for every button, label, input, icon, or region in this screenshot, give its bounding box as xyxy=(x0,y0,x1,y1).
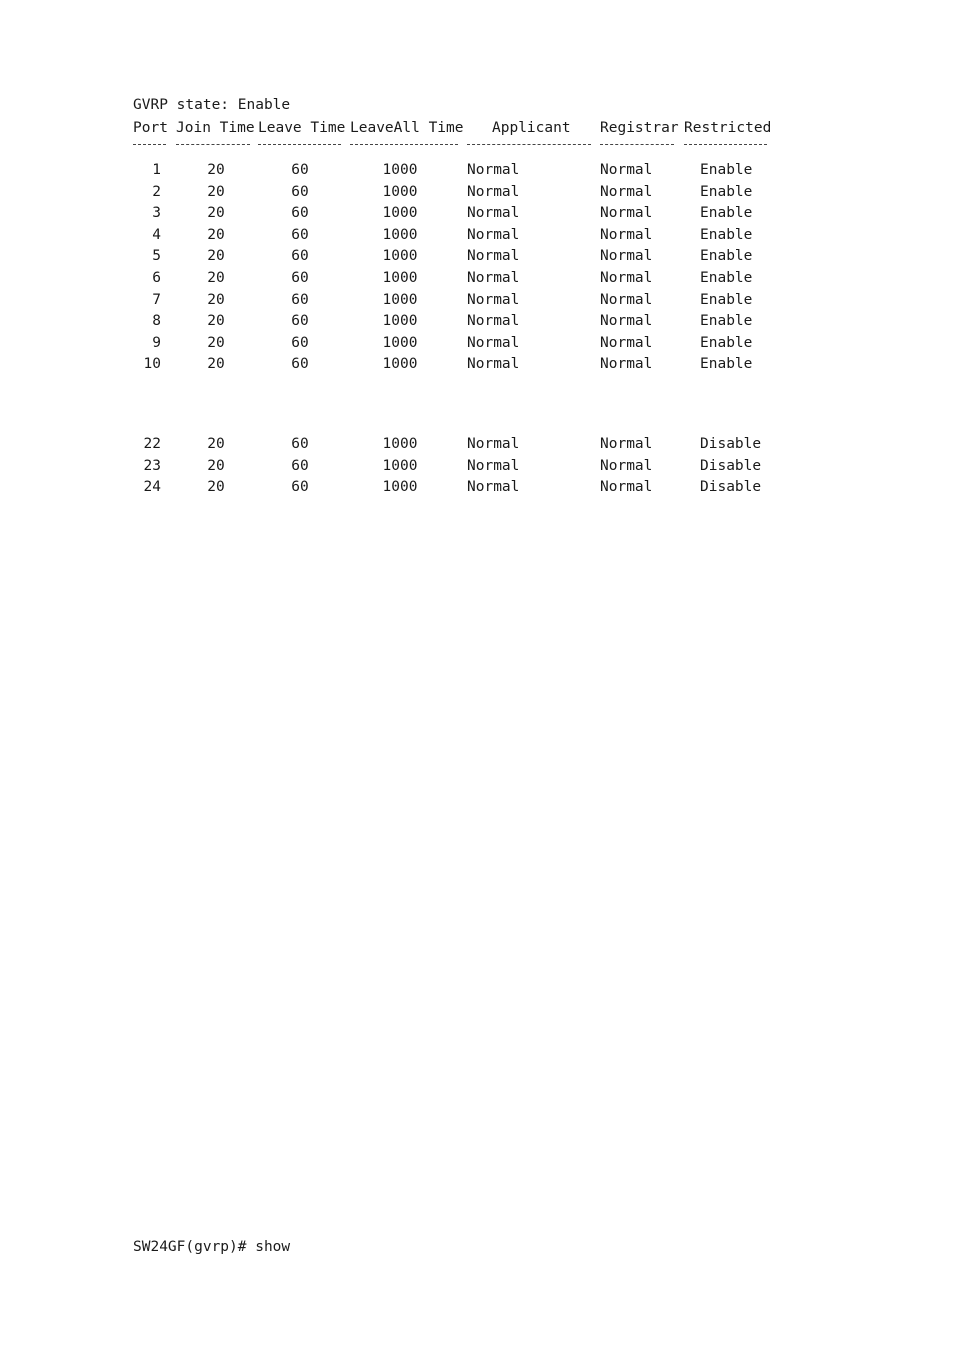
cell-port: 4 xyxy=(152,226,161,243)
cell-leave-time: 60 xyxy=(291,226,309,243)
cell-applicant: Normal xyxy=(467,248,520,265)
cell-leaveall-time: 1000 xyxy=(382,183,418,200)
cell-registrar: Normal xyxy=(600,248,653,265)
cell-registrar: Normal xyxy=(600,162,653,178)
cell-leaveall-time: 1000 xyxy=(382,205,418,222)
cell-leaveall-time: 1000 xyxy=(382,291,418,308)
table-row xyxy=(0,435,954,453)
header-leaveall-time: LeaveAll Time xyxy=(350,120,464,136)
cell-leaveall-time: 1000 xyxy=(382,270,418,286)
cell-applicant: Normal xyxy=(467,226,520,243)
cell-port: 9 xyxy=(152,334,161,351)
cell-restricted: Disable xyxy=(700,479,762,496)
cell-port: 8 xyxy=(152,313,161,330)
cell-applicant: Normal xyxy=(467,479,520,496)
cell-leave-time: 60 xyxy=(291,162,309,178)
cell-leave-time: 60 xyxy=(291,270,309,286)
table-row xyxy=(0,226,954,244)
cell-applicant: Normal xyxy=(467,313,520,330)
cell-restricted: Enable xyxy=(700,291,753,308)
header-leave-time: Leave Time xyxy=(258,120,346,136)
cell-port: 7 xyxy=(152,291,161,308)
cell-applicant: Normal xyxy=(467,270,520,286)
cell-port: 1 xyxy=(152,162,161,178)
cell-port: 3 xyxy=(152,205,161,222)
cell-registrar: Normal xyxy=(600,334,653,351)
cli-prompt: SW24GF(gvrp)# show xyxy=(133,1239,291,1255)
table-row xyxy=(0,457,954,475)
cell-registrar: Normal xyxy=(600,436,653,452)
cell-leave-time: 60 xyxy=(291,479,309,496)
cell-join-time: 20 xyxy=(207,334,225,351)
cell-leave-time: 60 xyxy=(291,436,309,452)
cell-applicant: Normal xyxy=(467,356,520,373)
cell-leaveall-time: 1000 xyxy=(382,356,418,373)
cell-registrar: Normal xyxy=(600,356,653,373)
table-row xyxy=(0,204,954,222)
cell-leave-time: 60 xyxy=(291,334,309,351)
table-row xyxy=(0,355,954,373)
separator-leave xyxy=(258,144,341,146)
table-row xyxy=(0,247,954,265)
cell-registrar: Normal xyxy=(600,479,653,496)
table-row xyxy=(0,291,954,309)
cell-port: 23 xyxy=(143,457,161,474)
header-registrar: Registrar xyxy=(600,120,679,136)
cell-restricted: Enable xyxy=(700,270,753,286)
cell-join-time: 20 xyxy=(207,270,225,286)
cell-join-time: 20 xyxy=(207,457,225,474)
cell-join-time: 20 xyxy=(207,436,225,452)
cell-join-time: 20 xyxy=(207,313,225,330)
cell-applicant: Normal xyxy=(467,162,520,178)
cell-restricted: Enable xyxy=(700,334,753,351)
cell-restricted: Enable xyxy=(700,356,753,373)
separator-restricted xyxy=(684,144,767,146)
table-row xyxy=(0,312,954,330)
cell-restricted: Enable xyxy=(700,205,753,222)
cell-registrar: Normal xyxy=(600,226,653,243)
cell-applicant: Normal xyxy=(467,457,520,474)
cell-restricted: Enable xyxy=(700,313,753,330)
cell-applicant: Normal xyxy=(467,291,520,308)
cell-port: 6 xyxy=(152,270,161,286)
cell-restricted: Disable xyxy=(700,436,762,452)
cell-leave-time: 60 xyxy=(291,313,309,330)
cell-port: 10 xyxy=(143,356,161,373)
cell-join-time: 20 xyxy=(207,226,225,243)
separator-join xyxy=(176,144,250,146)
cell-restricted: Enable xyxy=(700,226,753,243)
cell-leave-time: 60 xyxy=(291,291,309,308)
cell-leaveall-time: 1000 xyxy=(382,162,418,178)
cell-registrar: Normal xyxy=(600,270,653,286)
cell-leave-time: 60 xyxy=(291,183,309,200)
cell-port: 2 xyxy=(152,183,161,200)
table-row xyxy=(0,183,954,201)
cell-applicant: Normal xyxy=(467,436,520,452)
cell-restricted: Disable xyxy=(700,457,762,474)
cell-join-time: 20 xyxy=(207,248,225,265)
cell-join-time: 20 xyxy=(207,205,225,222)
cell-leaveall-time: 1000 xyxy=(382,248,418,265)
cell-restricted: Enable xyxy=(700,162,753,178)
cell-leaveall-time: 1000 xyxy=(382,334,418,351)
header-applicant: Applicant xyxy=(492,120,571,136)
table-row xyxy=(0,269,954,287)
cell-leaveall-time: 1000 xyxy=(382,436,418,452)
header-join-time: Join Time xyxy=(176,120,255,136)
cell-port: 22 xyxy=(143,436,161,452)
cell-leave-time: 60 xyxy=(291,248,309,265)
cell-registrar: Normal xyxy=(600,205,653,222)
cell-restricted: Enable xyxy=(700,248,753,265)
cell-registrar: Normal xyxy=(600,183,653,200)
cell-join-time: 20 xyxy=(207,356,225,373)
cell-join-time: 20 xyxy=(207,183,225,200)
cell-registrar: Normal xyxy=(600,291,653,308)
table-row xyxy=(0,334,954,352)
cell-join-time: 20 xyxy=(207,291,225,308)
cell-leaveall-time: 1000 xyxy=(382,226,418,243)
separator-registrar xyxy=(600,144,674,146)
cell-port: 5 xyxy=(152,248,161,265)
header-port: Port xyxy=(133,120,168,136)
cell-registrar: Normal xyxy=(600,457,653,474)
cell-registrar: Normal xyxy=(600,313,653,330)
cell-leave-time: 60 xyxy=(291,457,309,474)
cell-join-time: 20 xyxy=(207,162,225,178)
cell-leave-time: 60 xyxy=(291,205,309,222)
separator-leaveall xyxy=(350,144,458,146)
cell-applicant: Normal xyxy=(467,205,520,222)
cell-port: 24 xyxy=(143,479,161,496)
separator-applicant xyxy=(467,144,591,146)
table-row xyxy=(0,161,954,179)
cell-leaveall-time: 1000 xyxy=(382,313,418,330)
cell-leaveall-time: 1000 xyxy=(382,479,418,496)
cell-join-time: 20 xyxy=(207,479,225,496)
separator-port xyxy=(133,144,166,146)
cell-leave-time: 60 xyxy=(291,356,309,373)
header-restricted: Restricted xyxy=(684,120,772,136)
cell-leaveall-time: 1000 xyxy=(382,457,418,474)
cell-restricted: Enable xyxy=(700,183,753,200)
table-row xyxy=(0,478,954,496)
gvrp-state-line: GVRP state: Enable xyxy=(133,97,291,113)
cell-applicant: Normal xyxy=(467,334,520,351)
cell-applicant: Normal xyxy=(467,183,520,200)
